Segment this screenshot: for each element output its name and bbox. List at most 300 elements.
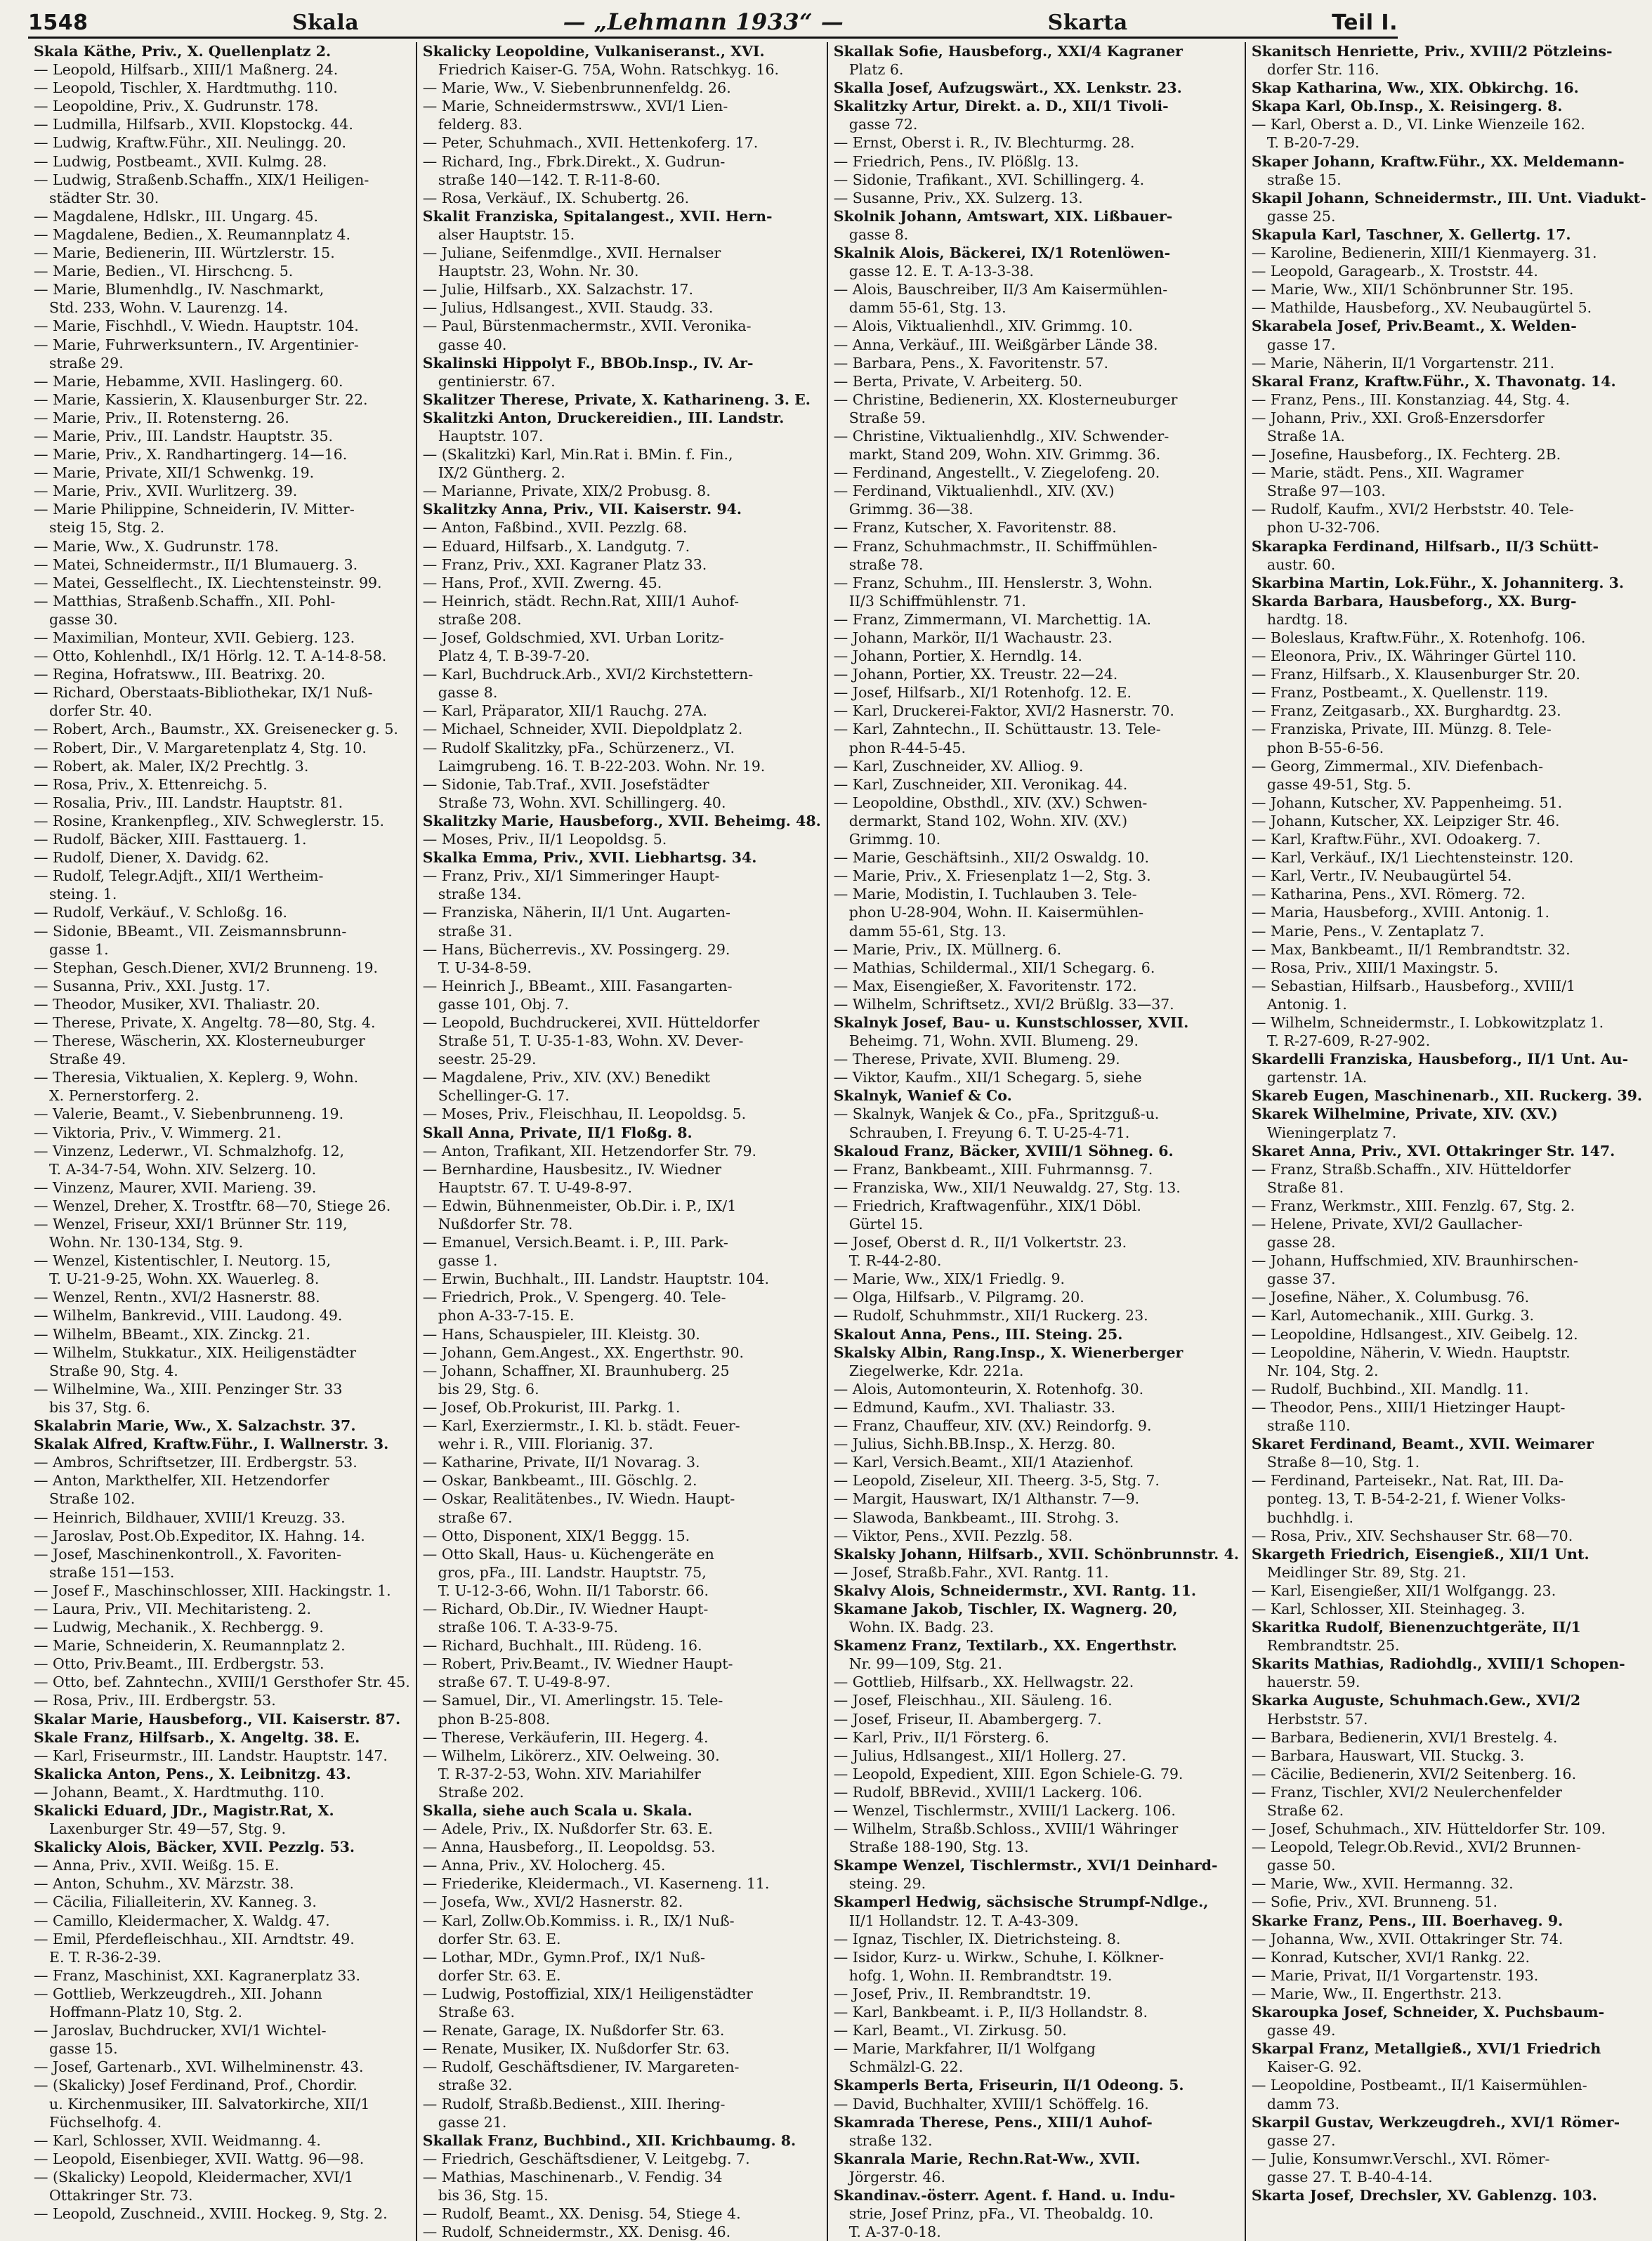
directory-line: phon U-32-706. <box>1266 519 1380 537</box>
directory-line: Hoffmann-Platz 10, Stg. 2. <box>49 2004 243 2021</box>
directory-line: — Karl, Zahntechn., II. Schüttaustr. 13. Tele- <box>833 721 1161 738</box>
directory-line: — Richard, Ing., Fbrk.Direkt., X. Gudrun- <box>422 152 726 170</box>
directory-line: straße 78. <box>848 556 924 573</box>
directory-line: — Franziska, Ww., XII/1 Neuwaldg. 27, Stg. 13. <box>833 1178 1181 1196</box>
directory-line: — Marie, Pens., V. Zentaplatz 7. <box>1251 922 1485 940</box>
directory-line: Skalnik Alois, Bäckerei, IX/1 Rotenlöwen- <box>833 244 1171 262</box>
directory-line: damm 55-61, Stg. 13. <box>848 922 1007 940</box>
directory-line: — Anna, Priv., XVII. Weißg. 15. E. <box>34 1857 280 1874</box>
directory-line: Straße 51, T. U-35-1-83, Wohn. XV. Dever- <box>438 1032 744 1050</box>
directory-line: — Anton, Schuhm., XV. Märzstr. 38. <box>34 1875 294 1893</box>
directory-line: Skalitzky Marie, Hausbeforg., XVII. Beheimg. 48. <box>422 812 821 829</box>
directory-line: — Skalnyk, Wanjek & Co., pFa., Spritzguß-u. <box>833 1105 1160 1123</box>
directory-line: Skanrala Marie, Rechn.Rat-Ww., XVII. <box>833 2150 1141 2167</box>
directory-line: — Johann, Huffschmied, XIV. Braunhirschen- <box>1251 1252 1578 1270</box>
directory-line: — Karoline, Bedienerin, XIII/1 Kienmayerg. 31. <box>1251 244 1597 262</box>
directory-line: — Ferdinand, Viktualienhdl., XIV. (XV.) <box>833 482 1115 500</box>
directory-line: — Leopold, Telegr.Ob.Revid., XVI/2 Brunnen- <box>1251 1839 1581 1856</box>
directory-line: — Vinzenz, Maurer, XVII. Marieng. 39. <box>34 1178 317 1196</box>
directory-line: — Barbara, Bedienerin, XVI/1 Brestelg. 4. <box>1251 1728 1558 1746</box>
directory-line: — Olga, Hilfsarb., V. Pilgramg. 20. <box>833 1289 1084 1306</box>
directory-line: — Slawoda, Bankbeamt., III. Strohg. 3. <box>833 1509 1120 1526</box>
directory-line: Skalnyk, Wanief & Co. <box>833 1087 1012 1105</box>
directory-line: — Marie, Modistin, I. Tuchlauben 3. Tele- <box>833 886 1137 903</box>
directory-line: — Josef, Priv., II. Rembrandtstr. 19. <box>833 1985 1092 2002</box>
directory-line: — Josef, Maschinenkontroll., X. Favoriten- <box>34 1545 342 1563</box>
directory-line: — Johann, Portier, XX. Treustr. 22—24. <box>833 666 1118 683</box>
directory-line: — Karl, Präparator, XII/1 Rauchg. 27A. <box>422 702 707 720</box>
directory-line: — Johann, Kutscher, XX. Leipziger Str. 46. <box>1251 812 1560 829</box>
directory-line: Skaloud Franz, Bäcker, XVIII/1 Söhneg. 6. <box>833 1142 1174 1159</box>
directory-line: gasse 21. <box>438 2113 507 2131</box>
directory-line: — Magdalene, Priv., XIV. (XV.) Benedikt <box>422 1069 711 1086</box>
directory-line: — Franz, Schuhmachmstr., II. Schiffmühlen- <box>833 537 1158 555</box>
directory-line: — Marie, Näherin, II/1 Vorgartenstr. 211. <box>1251 354 1555 372</box>
directory-line: — Emil, Pferdefleischhau., XII. Arndtstr. 49. <box>34 1930 355 1947</box>
directory-line: — Marie, Priv., XVII. Wurlitzerg. 39. <box>34 482 298 500</box>
directory-line: — Karl, Friseurmstr., III. Landstr. Hauptstr. 147. <box>34 1747 388 1764</box>
directory-line: — Ludwig, Kraftw.Führ., XII. Neulingg. 20. <box>34 134 347 152</box>
directory-line: — Friedrich, Geschäftsdiener, V. Leitgebg. 7. <box>422 2150 750 2167</box>
directory-line: bis 29, Stg. 6. <box>438 1380 539 1398</box>
directory-line: — Franziska, Private, III. Münzg. 8. Tele- <box>1251 721 1552 738</box>
directory-line: — Anton, Markthelfer, XII. Hetzendorfer <box>34 1472 329 1490</box>
directory-line: Skalinski Hippolyt F., BBOb.Insp., IV. Ar- <box>422 354 754 372</box>
directory-line: — Rudolf, Straßb.Bedienst., XIII. Ihering- <box>422 2095 726 2112</box>
directory-line: — Marie, Priv., IX. Müllnerg. 6. <box>833 940 1062 958</box>
directory-line: gasse 50. <box>1266 1857 1336 1874</box>
directory-line: — Heinrich, städt. Rechn.Rat, XIII/1 Auhof- <box>422 592 740 610</box>
directory-line: Straße 97—103. <box>1266 482 1386 500</box>
directory-line: steing. 29. <box>848 1875 926 1893</box>
directory-line: — Karl, Schlosser, XVII. Weidmanng. 4. <box>34 2131 321 2149</box>
directory-line: — Ludwig, Postoffizial, XIX/1 Heiligenstädter <box>422 1985 753 2002</box>
directory-line: — Rosa, Priv., X. Ettenreichg. 5. <box>34 775 268 793</box>
directory-line: — Wenzel, Friseur, XXI/1 Brünner Str. 119, <box>34 1216 348 1233</box>
directory-line: — Karl, Oberst a. D., VI. Linke Wienzeile 162. <box>1251 116 1585 133</box>
directory-line: — Anton, Faßbind., XVII. Pezzlg. 68. <box>422 519 688 537</box>
directory-line: — Gottlieb, Werkzeugdreh., XII. Johann <box>34 1985 322 2002</box>
directory-line: Skalsky Johann, Hilfsarb., XVII. Schönbrunnstr. 4. <box>833 1545 1239 1563</box>
directory-line: Skallak Sofie, Hausbeforg., XXI/4 Kagraner <box>833 43 1183 60</box>
directory-line: — Karl, Buchdruck.Arb., XVI/2 Kirchstettern- <box>422 666 754 683</box>
directory-line: gasse 8. <box>848 225 909 243</box>
directory-line: — Franz, Zeitgasarb., XX. Burghardtg. 23. <box>1251 702 1561 720</box>
directory-line: — Franziska, Näherin, II/1 Unt. Augarten- <box>422 904 730 921</box>
directory-line: gasse 49-51, Stg. 5. <box>1266 775 1412 793</box>
directory-line: straße 106. T. A-33-9-75. <box>438 1619 619 1636</box>
directory-line: — Karl, Eisengießer, XII/1 Wolfgangg. 23. <box>1251 1582 1556 1599</box>
directory-line: — Ernst, Oberst i. R., IV. Blechturmg. 28. <box>833 134 1135 152</box>
directory-line: strie, Josef Prinz, pFa., VI. Theobaldg. 10. <box>848 2205 1154 2223</box>
directory-line: Skalak Alfred, Kraftw.Führ., I. Wallnerstr. 3. <box>34 1435 389 1453</box>
directory-line: Skapa Karl, Ob.Insp., X. Reisingerg. 8. <box>1251 98 1563 115</box>
directory-line: — Johann, Markör, II/1 Wachaustr. 23. <box>833 629 1113 646</box>
directory-line: — Karl, Vertr., IV. Neubaugürtel 54. <box>1251 867 1512 885</box>
directory-line: — Rosa, Priv., III. Erdbergstr. 53. <box>34 1692 276 1709</box>
directory-line: austr. 60. <box>1266 556 1336 573</box>
directory-line: Rembrandtstr. 25. <box>1266 1637 1400 1655</box>
directory-line: — Wilhelm, Bankrevid., VIII. Laudong. 49. <box>34 1307 343 1325</box>
directory-line: — Katharina, Pens., XVI. Römerg. 72. <box>1251 886 1526 903</box>
column-2 <box>417 42 828 2241</box>
directory-line: gasse 17. <box>1266 336 1336 353</box>
directory-line: gasse 15. <box>49 2040 118 2058</box>
directory-line: gasse 28. <box>1266 1234 1336 1251</box>
directory-line: — Josef, Fleischhau., XII. Säuleng. 16. <box>833 1692 1113 1709</box>
directory-line: gasse 12. E. T. A-13-3-38. <box>848 263 1034 280</box>
directory-line: phon R-44-5-45. <box>848 739 966 756</box>
directory-line: — Georg, Zimmermal., XIV. Diefenbach- <box>1251 757 1544 775</box>
directory-line: — Richard, Ob.Dir., IV. Wiedner Haupt- <box>422 1600 709 1617</box>
directory-line: — Matei, Gesselflecht., IX. Liechtensteinstr. 99. <box>34 574 382 591</box>
header-rule <box>28 37 1398 39</box>
directory-line: — Mathias, Maschinenarb., V. Fendig. 34 <box>422 2168 723 2186</box>
directory-line: Straße 102. <box>49 1490 136 1508</box>
directory-line: Füchselhofg. 4. <box>49 2113 162 2131</box>
directory-line: Straße 1A. <box>1266 427 1345 445</box>
directory-line: — Rosalia, Priv., III. Landstr. Hauptstr. 81. <box>34 794 343 811</box>
directory-line: Skaret Anna, Priv., XVI. Ottakringer Str. 147. <box>1251 1142 1615 1159</box>
directory-line: — Leopold, Zuschneid., XVIII. Hockeg. 9, Stg. 2. <box>34 2205 388 2223</box>
directory-line: — Rudolf, Beamt., XX. Denisg. 54, Stiege 4. <box>422 2205 741 2223</box>
directory-line: — Samuel, Dir., VI. Amerlingstr. 15. Tele- <box>422 1692 723 1709</box>
directory-line: — Katharine, Private, II/1 Novarag. 3. <box>422 1454 700 1471</box>
directory-line: gasse 101, Obj. 7. <box>438 995 569 1013</box>
directory-line: gasse 1. <box>49 940 109 958</box>
directory-line: Skalabrin Marie, Ww., X. Salzachstr. 37. <box>34 1417 356 1435</box>
directory-line: Skalit Franziska, Spitalangest., XVII. Hern- <box>422 207 773 225</box>
directory-line: Wohn. IX. Badg. 23. <box>848 1619 995 1636</box>
directory-line: — Johann, Schaffner, XI. Braunhuberg. 25 <box>422 1362 730 1379</box>
directory-line: Skandinav.-österr. Agent. f. Hand. u. Indu- <box>833 2186 1176 2204</box>
directory-line: — Emanuel, Versich.Beamt. i. P., III. Park- <box>422 1234 728 1251</box>
directory-line: straße 32. <box>438 2077 513 2094</box>
directory-line: — Marie, Kassierin, X. Klausenburger Str. 22. <box>34 390 368 408</box>
directory-line: — Otto Skall, Haus- u. Küchengeräte en <box>422 1545 714 1563</box>
column-3 <box>828 42 1246 2241</box>
directory-line: — Karl, Zuschneider, XV. Alliog. 9. <box>833 757 1084 775</box>
directory-line: — Leopold, Hilfsarb., XIII/1 Maßnerg. 24. <box>34 61 339 79</box>
directory-line: Nußdorfer Str. 78. <box>438 1216 573 1233</box>
directory-line: bis 37, Stg. 6. <box>49 1398 150 1416</box>
directory-line: — Rudolf, Diener, X. Davidg. 62. <box>34 849 269 867</box>
directory-line: Skampe Wenzel, Tischlermstr., XVI/1 Deinhard- <box>833 1857 1218 1874</box>
part-label: Teil I. <box>1332 11 1398 35</box>
directory-line: Skall Anna, Private, II/1 Floßg. 8. <box>422 1124 693 1141</box>
directory-line: — Friedrich, Pens., IV. Plößlg. 13. <box>833 152 1079 170</box>
directory-line: Straße 8—10, Stg. 1. <box>1266 1454 1420 1471</box>
directory-line: — Juliane, Seifenmdlge., XVII. Hernalser <box>422 244 721 262</box>
directory-line: — Rosa, Priv., XIII/1 Maxingstr. 5. <box>1251 959 1499 976</box>
directory-line: — Josefine, Näher., X. Columbusg. 76. <box>1251 1289 1530 1306</box>
directory-line: II/1 Hollandstr. 12. T. A-43-309. <box>848 1912 1079 1929</box>
directory-page <box>28 0 1646 2241</box>
directory-line: hardtg. 18. <box>1266 610 1349 628</box>
column-1 <box>28 42 417 2241</box>
directory-line: ponteg. 13, T. B-54-2-21, f. Wiener Volks- <box>1266 1490 1566 1508</box>
directory-line: — Mathias, Schildermal., XII/1 Schegarg. 6. <box>833 959 1155 976</box>
directory-line: — Hans, Schauspieler, III. Kleistg. 30. <box>422 1325 700 1343</box>
directory-line: — Franz, Bankbeamt., XIII. Fuhrmannsg. 7. <box>833 1160 1153 1178</box>
directory-line: Schellinger-G. 17. <box>438 1087 570 1105</box>
directory-line: — Marie, Private, XII/1 Schwenkg. 19. <box>34 464 315 482</box>
directory-line: T. A-34-7-54, Wohn. XIV. Selzerg. 10. <box>49 1160 317 1178</box>
directory-line: — Sidonie, Trafikant., XVI. Schillingerg. 4. <box>833 171 1145 188</box>
directory-line: — Franz, Pens., III. Konstanziag. 44, Stg. 4. <box>1251 390 1571 408</box>
directory-line: Skala Käthe, Priv., X. Quellenplatz 2. <box>34 43 332 60</box>
directory-line: Straße 188-190, Stg. 13. <box>848 1839 1029 1856</box>
directory-line: — Mathilde, Hausbeforg., XV. Neubaugürtel 5. <box>1251 299 1592 317</box>
directory-line: — Franz, Schuhm., III. Henslerstr. 3, Wohn. <box>833 574 1153 591</box>
directory-line: T. R-44-2-80. <box>848 1252 942 1270</box>
directory-line: — Wenzel, Kistentischler, I. Neutorg. 15, <box>34 1252 332 1270</box>
directory-line: — Karl, Kraftw.Führ., XVI. Odoakerg. 7. <box>1251 831 1541 848</box>
directory-line: — Marie, Priv., II. Rotensterng. 26. <box>34 409 289 426</box>
directory-line: Skaper Johann, Kraftw.Führ., XX. Meldemann- <box>1251 152 1625 170</box>
directory-line: — Susanna, Priv., XXI. Justg. 17. <box>34 977 270 994</box>
page-number: 1548 <box>28 11 88 35</box>
directory-line: — Viktor, Pens., XVII. Pezzlg. 58. <box>833 1527 1073 1544</box>
directory-line: — Therese, Verkäuferin, III. Hegerg. 4. <box>422 1728 709 1746</box>
directory-line: Skalsky Albin, Rang.Insp., X. Wienerberger <box>833 1343 1184 1361</box>
directory-line: — Johann, Gem.Angest., XX. Engerthstr. 90. <box>422 1343 745 1361</box>
directory-line: — Eduard, Hilfsarb., X. Landgutg. 7. <box>422 537 690 555</box>
directory-line: straße 132. <box>848 2131 933 2149</box>
directory-line: Skardelli Franziska, Hausbeforg., II/1 Unt. Au- <box>1251 1051 1629 1068</box>
directory-line: — Renate, Garage, IX. Nußdorfer Str. 63. <box>422 2022 725 2039</box>
directory-line: — Johann, Beamt., X. Hardtmuthg. 110. <box>34 1783 324 1801</box>
directory-line: — Leopold, Tischler, X. Hardtmuthg. 110. <box>34 79 338 97</box>
directory-line: Skarta Josef, Drechsler, XV. Gablenzg. 103. <box>1251 2186 1597 2204</box>
directory-line: alser Hauptstr. 15. <box>438 225 575 243</box>
directory-line: — Friederike, Kleidermach., VI. Kaserneng. 11. <box>422 1875 770 1893</box>
directory-line: — Josef, Straßb.Fahr., XVI. Rantg. 11. <box>833 1563 1109 1581</box>
directory-line: Schmälzl-G. 22. <box>848 2058 964 2076</box>
directory-line: — Eleonora, Priv., IX. Währinger Gürtel 110. <box>1251 648 1577 665</box>
directory-line: Hauptstr. 107. <box>438 427 544 445</box>
directory-line: Meidlinger Str. 89, Stg. 21. <box>1266 1563 1467 1581</box>
directory-line: T. A-37-0-18. <box>848 2223 941 2241</box>
directory-line: — Josef, Goldschmied, XVI. Urban Loritz- <box>422 629 724 646</box>
directory-line: Skamperls Berta, Friseurin, II/1 Odeong. 5. <box>833 2077 1184 2094</box>
directory-line: — Marie Philippine, Schneiderin, IV. Mitter- <box>34 501 355 518</box>
directory-line: — Lothar, MDr., Gymn.Prof., IX/1 Nuß- <box>422 1948 705 1966</box>
directory-line: — Franz, Postbeamt., X. Quellenstr. 119. <box>1251 684 1549 702</box>
directory-line: — Julie, Hilfsarb., XX. Salzachstr. 17. <box>422 281 693 298</box>
directory-line: — Josef, Schuhmach., XIV. Hütteldorfer Str. 109. <box>1251 1820 1606 1838</box>
directory-line: straße 29. <box>49 354 124 372</box>
directory-line: — Rudolf, Schneidermstr., XX. Denisg. 46. <box>422 2223 731 2241</box>
directory-line: Skolnik Johann, Amtswart, XIX. Lißbauer- <box>833 207 1173 225</box>
directory-line: Wohn. Nr. 130-134, Stg. 9. <box>49 1234 244 1251</box>
directory-line: straße 15. <box>1266 171 1342 188</box>
directory-line: Gürtel 15. <box>848 1216 924 1233</box>
directory-line: — Robert, ak. Maler, IX/2 Prechtlg. 3. <box>34 757 309 775</box>
directory-line: gasse 30. <box>49 610 118 628</box>
directory-line: — Magdalene, Bedien., X. Reumannplatz 4. <box>34 225 350 243</box>
directory-line: — Wilhelm, Stukkatur., XIX. Heiligenstädter <box>34 1343 357 1361</box>
directory-line: — Wilhelm, BBeamt., XIX. Zinckg. 21. <box>34 1325 310 1343</box>
directory-line: phon A-33-7-15. E. <box>438 1307 575 1325</box>
directory-line: — Rudolf, Geschäftsdiener, IV. Margareten- <box>422 2058 740 2076</box>
directory-line: — Oskar, Realitätenbes., IV. Wiedn. Haupt- <box>422 1490 735 1508</box>
directory-line: — Marie, Priv., X. Friesenplatz 1—2, Stg. 3. <box>833 867 1151 885</box>
directory-line: felderg. 83. <box>438 116 523 133</box>
directory-line: gasse 37. <box>1266 1270 1336 1288</box>
directory-line: — Rudolf, Schuhmmstr., XII/1 Ruckerg. 23. <box>833 1307 1148 1325</box>
directory-line: — Marie, Priv., X. Randhartingerg. 14—16. <box>34 446 348 464</box>
directory-line: — Josef, Ob.Prokurist, III. Parkg. 1. <box>422 1398 681 1416</box>
directory-line: — Leopold, Expedient, XIII. Egon Schiele-G. 79. <box>833 1765 1184 1782</box>
directory-line: — Karl, Exerziermstr., I. Kl. b. städt. Feuer- <box>422 1417 740 1435</box>
directory-line: — Robert, Priv.Beamt., IV. Wiedner Haupt- <box>422 1655 733 1673</box>
directory-line: — Johann, Priv., XXI. Groß-Enzersdorfer <box>1251 409 1545 426</box>
directory-line: Std. 233, Wohn. V. Laurenzg. 14. <box>49 299 289 317</box>
directory-line: Grimmg. 36—38. <box>848 501 973 518</box>
directory-line: — Rudolf, Telegr.Adjft., XII/1 Wertheim- <box>34 867 324 885</box>
directory-line: Hauptstr. 23, Wohn. Nr. 30. <box>438 263 639 280</box>
directory-line: dorfer Str. 63. E. <box>438 1930 561 1947</box>
directory-line: T. R-37-2-53, Wohn. XIV. Mariahilfer <box>438 1765 701 1782</box>
directory-line: — Marie, Bedienerin, III. Würtzlerstr. 15. <box>34 244 335 262</box>
directory-line: Skalka Emma, Priv., XVII. Liebhartsg. 34. <box>422 849 757 867</box>
directory-line: — Therese, Private, XVII. Blumeng. 29. <box>833 1051 1120 1068</box>
directory-line: markt, Stand 209, Wohn. XIV. Grimmg. 36. <box>848 446 1161 464</box>
directory-line: Skalla, siehe auch Scala u. Skala. <box>422 1802 693 1819</box>
directory-line: straße 134. <box>438 886 522 903</box>
directory-line: — (Skalicky) Leopold, Kleidermacher, XVI/1 <box>34 2168 354 2186</box>
directory-line: dorfer Str. 116. <box>1266 61 1379 79</box>
directory-line: — Edmund, Kaufm., XVI. Thaliastr. 33. <box>833 1398 1116 1416</box>
directory-line: — Marie, Schneidermstrsww., XVI/1 Lien- <box>422 98 728 115</box>
directory-line: seestr. 25-29. <box>438 1051 537 1068</box>
directory-line: buchhdlg. i. <box>1266 1509 1353 1526</box>
directory-line: — Ludwig, Mechanik., X. Rechbergg. 9. <box>34 1619 324 1636</box>
directory-line: städter Str. 30. <box>49 189 159 206</box>
directory-line: — Christine, Bedienerin, XX. Klosterneuburger <box>833 390 1178 408</box>
directory-line: — Wilhelm, Straßb.Schloss., XVIII/1 Währinger <box>833 1820 1179 1838</box>
directory-line: — Konrad, Kutscher, XVI/1 Rankg. 22. <box>1251 1948 1530 1966</box>
directory-line: straße 110. <box>1266 1417 1351 1435</box>
directory-line: — Otto, Priv.Beamt., III. Erdbergstr. 53. <box>34 1655 324 1673</box>
directory-line: — Cäcilia, Filialleiterin, XV. Kanneg. 3. <box>34 1893 317 1911</box>
directory-line: straße 140—142. T. R-11-8-60. <box>438 171 661 188</box>
directory-line: — Josef, Oberst d. R., II/1 Volkertstr. 23. <box>833 1234 1127 1251</box>
directory-line: II/3 Schiffmühlenstr. 71. <box>848 592 1026 610</box>
directory-line: gasse 27. T. B-40-4-14. <box>1266 2168 1433 2186</box>
directory-line: — Anna, Verkäuf., III. Weißgärber Lände 38. <box>833 336 1158 353</box>
directory-line: Skale Franz, Hilfsarb., X. Angeltg. 38. E. <box>34 1728 360 1746</box>
directory-line: Skamane Jakob, Tischler, IX. Wagnerg. 20, <box>833 1600 1178 1617</box>
directory-line: — Rudolf Skalitzky, pFa., Schürzenerz., VI. <box>422 739 735 756</box>
directory-line: X. Pernerstorferg. 2. <box>49 1087 199 1105</box>
directory-line: — Peter, Schuhmach., XVII. Hettenkoferg. 17. <box>422 134 759 152</box>
directory-line: — Julius, Sichh.BB.Insp., X. Herzg. 80. <box>833 1435 1116 1453</box>
directory-line: damm 55-61, Stg. 13. <box>848 299 1007 317</box>
directory-line: Hauptstr. 67. T. U-49-8-97. <box>438 1178 633 1196</box>
directory-line: hofg. 1, Wohn. II. Rembrandtstr. 19. <box>848 1966 1113 1984</box>
directory-line: — Barbara, Hauswart, VII. Stuckg. 3. <box>1251 1747 1525 1764</box>
directory-line: Straße 59. <box>848 409 926 426</box>
directory-line: — Marianne, Private, XIX/2 Probusg. 8. <box>422 482 711 500</box>
directory-line: damm 73. <box>1266 2095 1340 2112</box>
directory-line: — Leopold, Eisenbieger, XVII. Wattg. 96—98. <box>34 2150 365 2167</box>
directory-line: — Matthias, Straßenb.Schaffn., XII. Pohl- <box>34 592 336 610</box>
directory-line: — Oskar, Bankbeamt., III. Göschlg. 2. <box>422 1472 697 1490</box>
directory-line: Kaiser-G. 92. <box>1266 2058 1362 2076</box>
directory-line: Skallak Franz, Buchbind., XII. Krichbaumg. 8. <box>422 2131 796 2149</box>
directory-line: — Maria, Hausbeforg., XVIII. Antonig. 1. <box>1251 904 1549 921</box>
directory-line: — Karl, Bankbeamt. i. P., II/3 Hollandstr. 8. <box>833 2004 1148 2021</box>
directory-line: — David, Buchhalter, XVIII/1 Schöffelg. 16. <box>833 2095 1149 2112</box>
directory-line: — Alois, Bauschreiber, II/3 Am Kaisermühlen- <box>833 281 1168 298</box>
directory-line: — Leopold, Garagearb., X. Troststr. 44. <box>1251 263 1538 280</box>
directory-line: T. B-20-7-29. <box>1266 134 1360 152</box>
directory-line: — Hans, Bücherrevis., XV. Possingerg. 29. <box>422 940 730 958</box>
directory-line: — Josefine, Hausbeforg., IX. Fechterg. 2B. <box>1251 446 1561 464</box>
directory-line: — Sidonie, BBeamt., VII. Zeismannsbrunn- <box>34 922 347 940</box>
directory-line: Wieningerplatz 7. <box>1266 1124 1397 1141</box>
directory-line: Skalicki Eduard, JDr., Magistr.Rat, X. <box>34 1802 334 1819</box>
directory-line: — Erwin, Buchhalt., III. Landstr. Hauptstr. 104. <box>422 1270 770 1288</box>
directory-line: wehr i. R., VIII. Florianig. 37. <box>438 1435 653 1453</box>
directory-line: — Franz, Tischler, XVI/2 Neulerchenfelder <box>1251 1783 1562 1801</box>
directory-line: — Robert, Dir., V. Margaretenplatz 4, Stg. 10. <box>34 739 367 756</box>
directory-line: — Josef, Gartenarb., XVI. Wilhelminenstr. 43. <box>34 2058 364 2076</box>
directory-line: — Adele, Priv., IX. Nußdorfer Str. 63. E. <box>422 1820 713 1838</box>
directory-line: Skalitzer Therese, Private, X. Katharineng. 3. E. <box>422 390 811 408</box>
directory-line: — Marie, städt. Pens., XII. Wagramer <box>1251 464 1524 482</box>
directory-line: — Leopold, Buchdruckerei, XVII. Hütteldorfer <box>422 1013 760 1031</box>
directory-line: gentinierstr. 67. <box>438 372 556 390</box>
directory-line: — Ignaz, Tischler, IX. Dietrichsteing. 8. <box>833 1930 1121 1947</box>
directory-line: — Ferdinand, Angestellt., V. Ziegelofeng. 20. <box>833 464 1160 482</box>
directory-line: — Max, Bankbeamt., II/1 Rembrandtstr. 32. <box>1251 940 1571 958</box>
left-guide-word: Skala <box>291 11 360 35</box>
directory-line: — Otto, Kohlenhdl., IX/1 Hörlg. 12. T. A-14-8-58. <box>34 648 387 665</box>
directory-line: T. U-12-3-66, Wohn. II/1 Taborstr. 66. <box>438 1582 709 1599</box>
directory-line: — Franz, Maschinist, XXI. Kagranerplatz 33. <box>34 1966 361 1984</box>
directory-line: — Franz, Hilfsarb., X. Klausenburger Str. 20. <box>1251 666 1580 683</box>
directory-line: — Bernhardine, Hausbesitz., IV. Wiedner <box>422 1160 722 1178</box>
directory-line: straße 208. <box>438 610 522 628</box>
directory-line: gasse 8. <box>438 684 498 702</box>
directory-line: — (Skalitzki) Karl, Min.Rat i. BMin. f. Fin., <box>422 446 733 464</box>
directory-line: Skarabela Josef, Priv.Beamt., X. Welden- <box>1251 317 1577 335</box>
directory-line: Skalout Anna, Pens., III. Steing. 25. <box>833 1325 1123 1343</box>
directory-line: — Ambros, Schriftsetzer, III. Erdbergstr. 53. <box>34 1454 358 1471</box>
directory-line: Grimmg. 10. <box>848 831 941 848</box>
directory-line: Ottakringer Str. 73. <box>49 2186 193 2204</box>
right-guide-word: Skarta <box>1047 11 1128 35</box>
directory-line: Skaritka Rudolf, Bienenzuchtgeräte, II/1 <box>1251 1619 1581 1636</box>
directory-line: Skargeth Friedrich, Eisengieß., XII/1 Unt. <box>1251 1545 1589 1563</box>
directory-line: Ziegelwerke, Kdr. 221a. <box>848 1362 1024 1379</box>
directory-line: — Julius, Hdlsangest., XVII. Staudg. 33. <box>422 299 714 317</box>
directory-line: — Renate, Musiker, IX. Nußdorfer Str. 63. <box>422 2040 730 2058</box>
directory-line: gasse 1. <box>438 1252 498 1270</box>
directory-line: — Marie, Ww., II. Engerthstr. 213. <box>1251 1985 1502 2002</box>
directory-line: Skamenz Franz, Textilarb., XX. Engerthstr. <box>833 1637 1177 1655</box>
directory-line: T. R-27-609, R-27-902. <box>1266 1032 1431 1050</box>
directory-line: Skarka Auguste, Schuhmach.Gew., XVI/2 <box>1251 1692 1581 1709</box>
directory-line: — Marie, Hebamme, XVII. Haslingerg. 60. <box>34 372 343 390</box>
directory-line: — Alois, Automonteurin, X. Rotenhofg. 30. <box>833 1380 1144 1398</box>
directory-line: Skarke Franz, Pens., III. Boerhaveg. 9. <box>1251 1912 1563 1929</box>
directory-line: — Theodor, Pens., XIII/1 Hietzinger Haupt- <box>1251 1398 1566 1416</box>
directory-line: — Laura, Priv., VII. Mechitaristeng. 2. <box>34 1600 311 1617</box>
